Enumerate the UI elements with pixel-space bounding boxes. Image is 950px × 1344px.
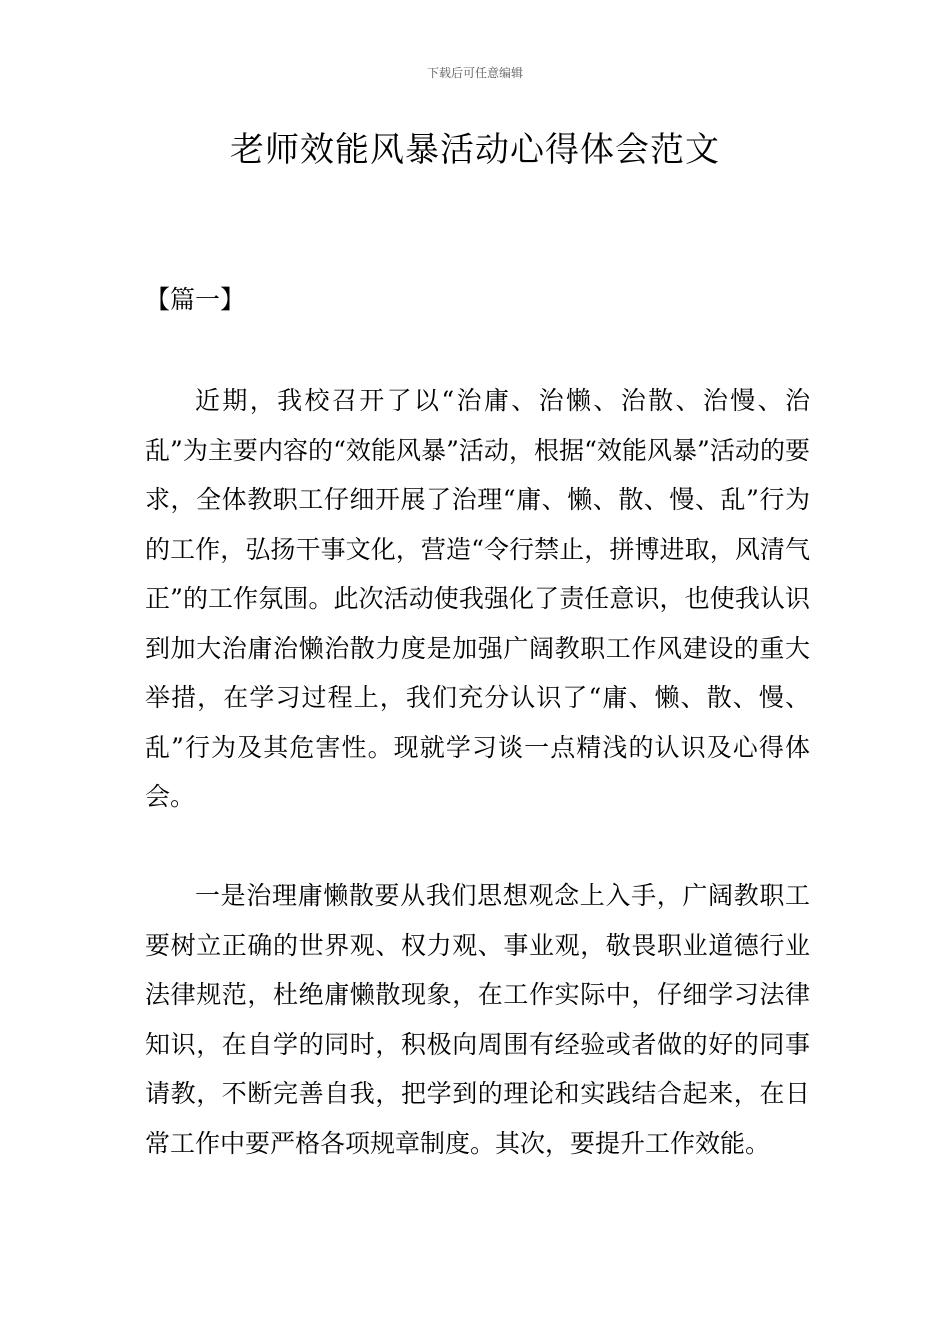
header-note: 下载后可任意编辑 [426,66,523,80]
document-body [145,376,810,1168]
paragraph-1: 近期，我校召开了以“治庸、治懒、治散、治慢、治乱”为主要内容的“效能风暴”活动，根据“效能风暴”活动的要求，全体教职工仔细开展了治理“庸、懒、散、慢、乱”行为的工作，弘扬干事文化，营造“令行禁止，拼博进取，风清气正”的工作氛围。此次活动使我强化了责任意识，也使我认识到加大治庸治懒治散力度是加强广阔教职工作风建设的重大举措，在学习过程上，我们充分认识了“庸、懒、散、慢、乱”行为及其危害性。现就学习谈一点精浅的认识及心得体会。 [145,386,810,811]
section-label: 【篇一】 [145,285,246,314]
document-title: 老师效能风暴活动心得体会范文 [230,130,720,170]
paragraph-2: 一是治理庸懒散要从我们思想观念上入手，广阔教职工要树立正确的世界观、权力观、事业观，敬畏职业道德行业法律规范，杜绝庸懒散现象，在工作实际中，仔细学习法律知识，在自学的同时，积极向周围有经验或者做的好的同事请教，不断完善自我，把学到的理论和实践结合起来，在日常工作中要严格各项规章制度。其次，要提升工作效能。 [145,881,810,1158]
